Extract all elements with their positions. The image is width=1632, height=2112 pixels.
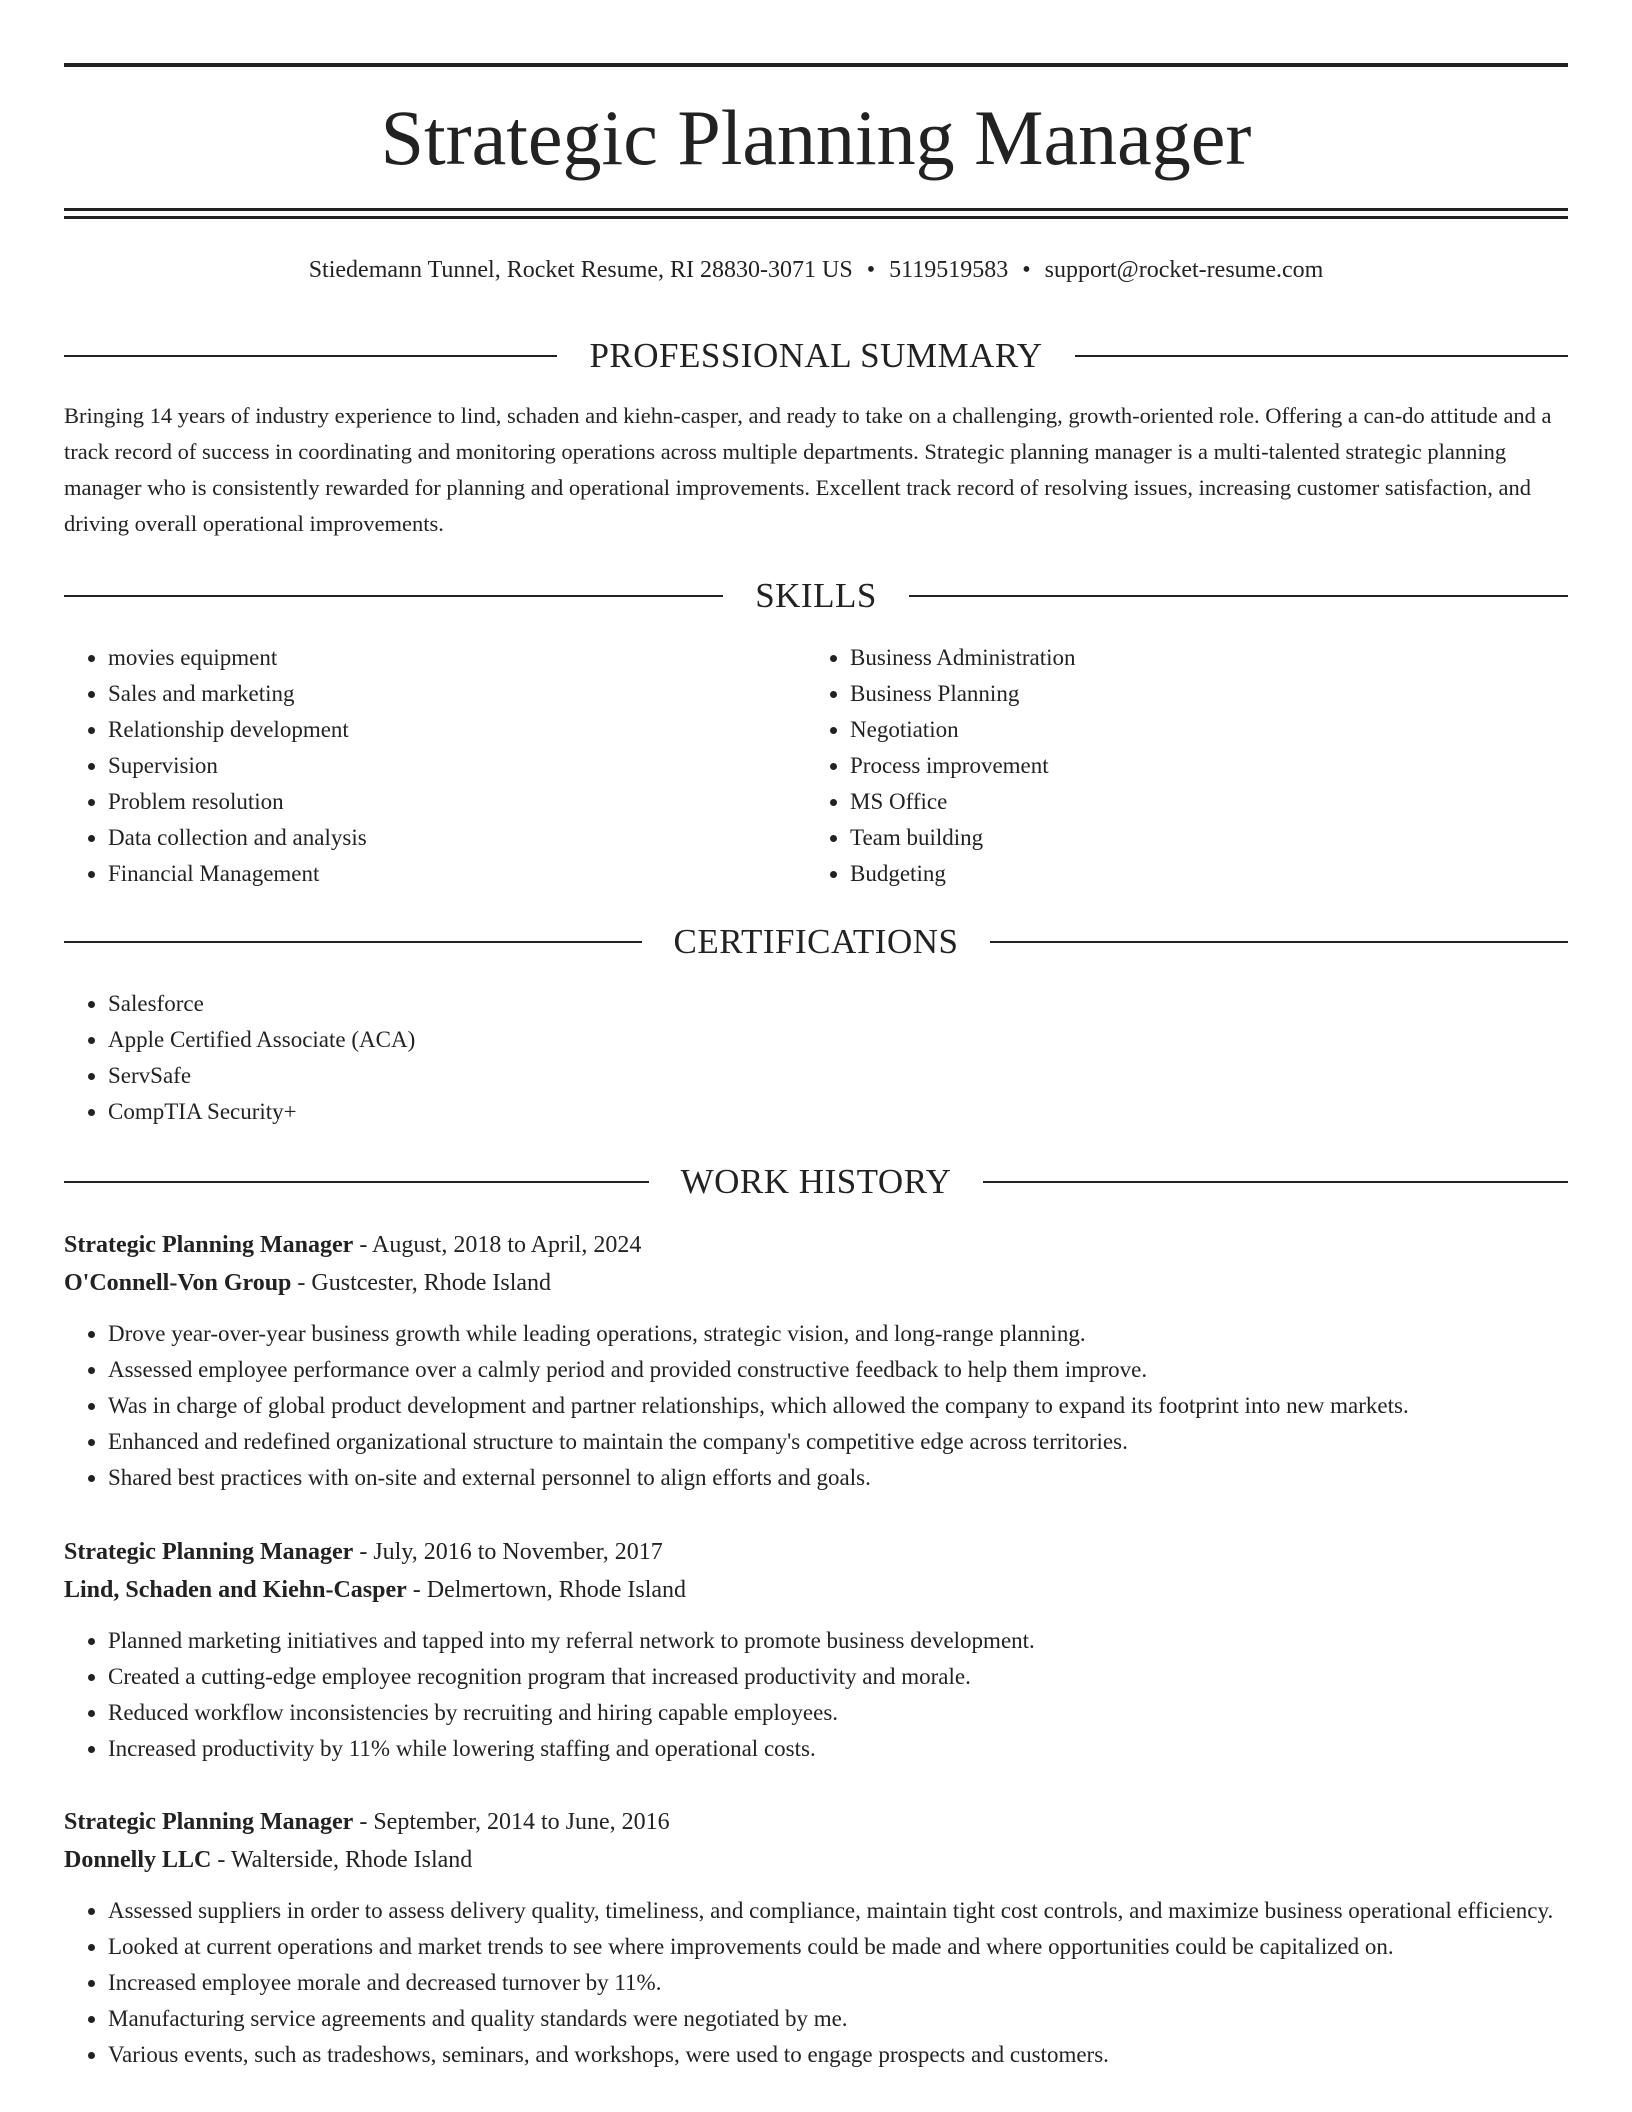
job-bullets (64, 1316, 1568, 1496)
job-location: Delmertown, Rhode Island (426, 1577, 687, 1603)
job-bullet: • Assessed suppliers in order to assess delivery quality, timeliness, and compliance, maintain tight cost controls, and maximize business operational efficiency. (108, 1893, 1568, 1929)
skill-item: • Business Administration (850, 640, 1546, 676)
job-company: Donnelly LLC (64, 1847, 212, 1873)
job-location: Gustcester, Rhode Island (311, 1270, 552, 1296)
heading-rule-right (1075, 355, 1568, 357)
skill-item: • Budgeting (850, 856, 1546, 892)
job-entry (64, 1803, 1568, 2073)
job-bullet: • Shared best practices with on-site and external personnel to align efforts and goals. (108, 1460, 1568, 1496)
section-title-certifications: CERTIFICATIONS (673, 922, 959, 961)
skill-item: • MS Office (850, 784, 1546, 820)
certification-item: • Salesforce (108, 986, 1568, 1022)
job-dates: August, 2018 to April, 2024 (371, 1232, 642, 1258)
job-bullet: • Was in charge of global product development and partner relationships, which allowed the company to expand its footprint into new markets. (108, 1388, 1568, 1424)
heading-rule-right (990, 941, 1568, 943)
job-location: Walterside, Rhode Island (230, 1847, 473, 1873)
job-bullet: • Manufacturing service agreements and quality standards were negotiated by me. (108, 2001, 1568, 2037)
job-bullet: • Assessed employee performance over a calmly period and provided constructive feedback to help them improve. (108, 1352, 1568, 1388)
skill-item: • Supervision (108, 748, 804, 784)
skill-item: • Sales and marketing (108, 676, 804, 712)
section-heading-skills (64, 574, 1568, 618)
certifications-list (64, 986, 1568, 1130)
job-dates: July, 2016 to November, 2017 (373, 1539, 663, 1565)
skills-left-column (64, 640, 804, 892)
job-bullet: • Enhanced and redefined organizational structure to maintain the company's competitive edge across territories. (108, 1424, 1568, 1460)
heading-rule-left (64, 595, 723, 597)
skill-item: • Process improvement (850, 748, 1546, 784)
contact-line (64, 254, 1568, 286)
heading-rule-left (64, 941, 642, 943)
section-heading-work-history (64, 1160, 1568, 1204)
skill-item: • Problem resolution (108, 784, 804, 820)
job-bullets (64, 1893, 1568, 2073)
job-bullet: • Created a cutting-edge employee recognition program that increased productivity and morale. (108, 1659, 1568, 1695)
job-title: Strategic Planning Manager (64, 1232, 354, 1258)
job-title: Strategic Planning Manager (64, 1809, 354, 1835)
job-company-line: O'Connell-Von Group - Gustcester, Rhode Island (64, 1270, 552, 1296)
contact-address: Stiedemann Tunnel, Rocket Resume, RI 28830-3071 US (308, 257, 853, 283)
job-bullet: • Reduced workflow inconsistencies by recruiting and hiring capable employees. (108, 1695, 1568, 1731)
skill-item: • Financial Management (108, 856, 804, 892)
job-title: Strategic Planning Manager (64, 1539, 354, 1565)
skill-item: • Business Planning (850, 676, 1546, 712)
heading-rule-right (909, 595, 1568, 597)
contact-phone: 5119519583 (889, 257, 1009, 283)
job-company: Lind, Schaden and Kiehn-Casper (64, 1577, 407, 1603)
resume-title: Strategic Planning Manager (380, 94, 1252, 181)
section-heading-summary (64, 334, 1568, 378)
job-bullet: • Looked at current operations and market trends to see where improvements could be made and where opportunities could be capitalized on. (108, 1929, 1568, 1965)
certification-item: • ServSafe (108, 1058, 1568, 1094)
section-heading-certifications (64, 920, 1568, 964)
contact-separator: • (1022, 257, 1031, 283)
job-company-line: Donnelly LLC - Walterside, Rhode Island (64, 1847, 473, 1873)
job-title-line: Strategic Planning Manager - September, 2014 to June, 2016 (64, 1809, 670, 1835)
section-title-summary: PROFESSIONAL SUMMARY (589, 336, 1043, 375)
job-entry (64, 1226, 1568, 1496)
skills-right-column (806, 640, 1546, 892)
section-title-skills: SKILLS (755, 576, 877, 615)
job-entry (64, 1533, 1568, 1767)
skill-item: • Relationship development (108, 712, 804, 748)
heading-rule-right (983, 1181, 1568, 1183)
job-bullet: • Drove year-over-year business growth while leading operations, strategic vision, and long-range planning. (108, 1316, 1568, 1352)
job-dates: September, 2014 to June, 2016 (373, 1809, 670, 1835)
skills-left-list (64, 640, 804, 892)
top-rule (64, 63, 1568, 67)
job-bullet: • Various events, such as tradeshows, seminars, and workshops, were used to engage prospects and customers. (108, 2037, 1568, 2073)
heading-rule-left (64, 1181, 649, 1183)
certification-item: • Apple Certified Associate (ACA) (108, 1022, 1568, 1058)
section-title-work-history: WORK HISTORY (680, 1162, 952, 1201)
job-bullet: • Increased employee morale and decreased turnover by 11%. (108, 1965, 1568, 2001)
job-title-line: Strategic Planning Manager - July, 2016 to November, 2017 (64, 1539, 663, 1565)
skill-item: • Data collection and analysis (108, 820, 804, 856)
job-bullet: • Increased productivity by 11% while lowering staffing and operational costs. (108, 1731, 1568, 1767)
certifications-list-wrap (64, 986, 1568, 1130)
job-company-line: Lind, Schaden and Kiehn-Casper - Delmertown, Rhode Island (64, 1577, 687, 1603)
title-rule-lower (64, 216, 1568, 219)
job-company: O'Connell-Von Group (64, 1270, 292, 1296)
skill-item: • Team building (850, 820, 1546, 856)
title-rule-upper (64, 208, 1568, 211)
summary-text: Bringing 14 years of industry experience to lind, schaden and kiehn-casper, and ready to take on a challenging, growth-oriented role. Offering a can-do attitude and a track record of success in coordinating and monitoring operations across multiple departments. Strategic planning manager is a multi-talented strategic planning manager who is consistently rewarded for planning and operational improvements. Excellent track record of resolving issues, increasing customer satisfaction, and driving overall operational improvements. (64, 403, 1552, 536)
skill-item: • Negotiation (850, 712, 1546, 748)
job-title-line: Strategic Planning Manager - August, 2018 to April, 2024 (64, 1232, 642, 1258)
contact-separator: • (866, 257, 876, 283)
contact-email[interactable]: support@rocket-resume.com (1044, 257, 1324, 283)
job-bullet: • Planned marketing initiatives and tapped into my referral network to promote business development. (108, 1623, 1568, 1659)
job-bullets (64, 1623, 1568, 1767)
certification-item: • CompTIA Security+ (108, 1094, 1568, 1130)
heading-rule-left (64, 355, 557, 357)
skill-item: • movies equipment (108, 640, 804, 676)
skills-right-list (806, 640, 1546, 892)
